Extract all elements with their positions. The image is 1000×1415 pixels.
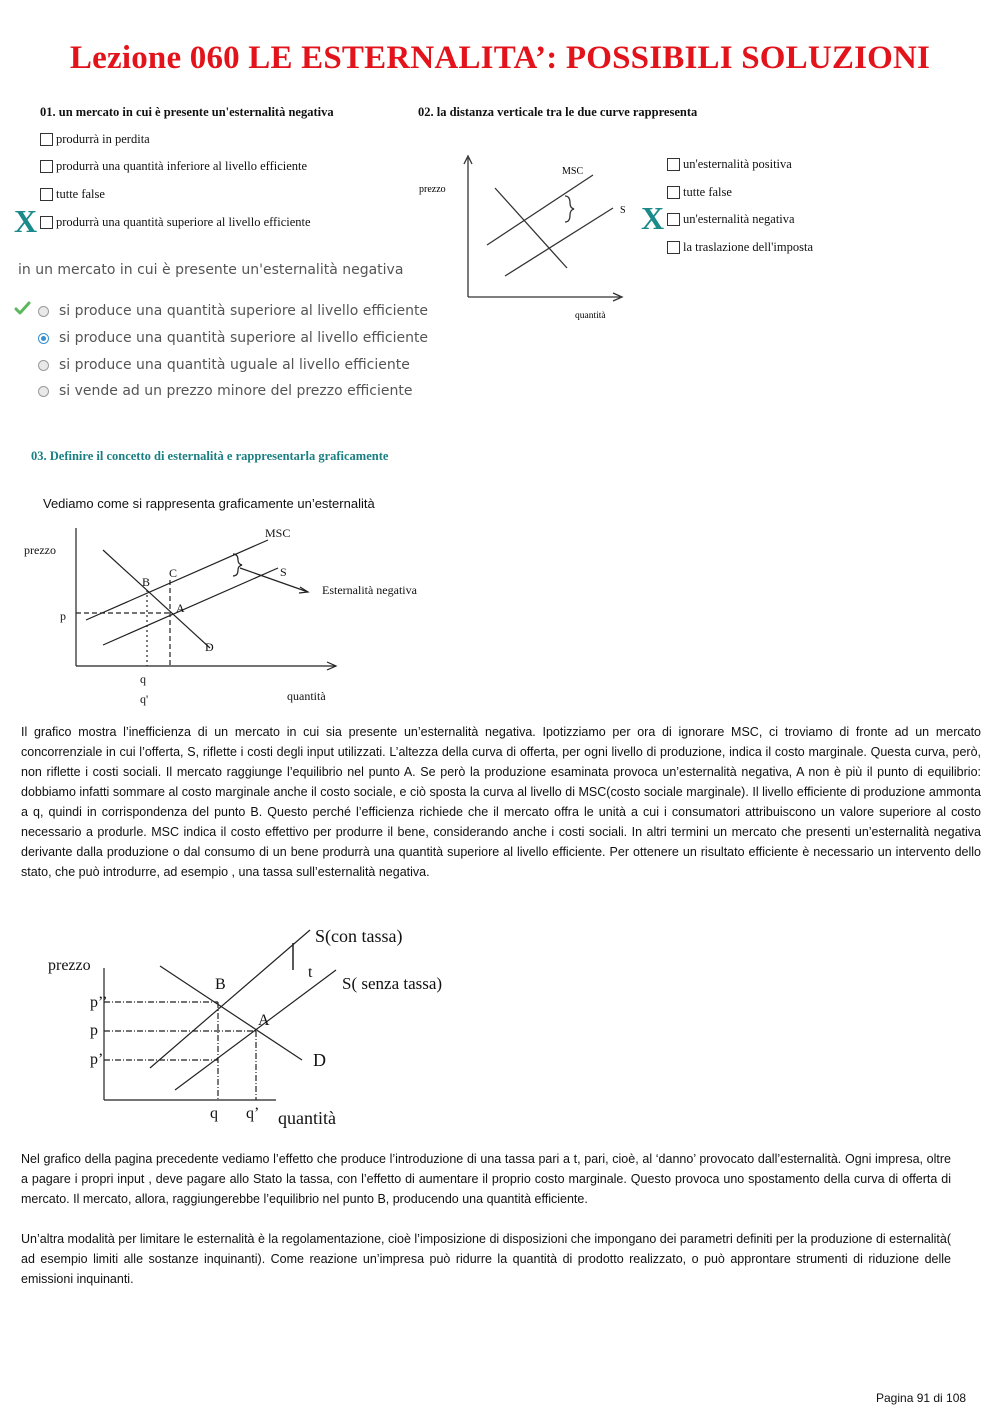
tax-point-d: D — [313, 1050, 326, 1070]
q1-option[interactable] — [40, 132, 150, 147]
tax-xlabel: quantità — [278, 1108, 336, 1128]
checkbox[interactable] — [667, 158, 680, 171]
q2-ylabel: prezzo — [419, 184, 446, 195]
paragraph-tax: Nel grafico della pagina precedente vediamo l’effetto che produce l’introduzione di una tassa pari a t, pari, cioè, al ‘danno’ provocato dall’esternalità. Ogni impresa, oltre a pagare i propri input , deve pagare allo Stato la tassa, con l’effetto di aumentare il proprio costo marginale. Questo provoca uno spostamento della curva di offerta di mercato. Il mercato, allora, raggiungerebbe l’equilibrio nel punto B, producendo una quantità efficiente. — [21, 1152, 951, 1206]
g3-point-a: A — [176, 601, 185, 615]
answer-x-mark: X — [14, 203, 38, 239]
checkbox[interactable] — [667, 241, 680, 254]
q2-option-label: tutte false — [683, 185, 732, 199]
msc-curve — [487, 175, 593, 245]
quiz-option-label: si vende ad un prezzo minore del prezzo efficiente — [59, 383, 413, 399]
tax-p2-label: p’’ — [90, 994, 108, 1011]
check-icon — [14, 301, 32, 315]
checkbox[interactable] — [667, 213, 680, 226]
g3-point-d: D — [205, 640, 214, 654]
s-curve — [103, 568, 278, 645]
g3-point-b: B — [142, 575, 151, 589]
q2-s-label: S — [620, 205, 626, 216]
q2-option-label: un'esternalità positiva — [683, 157, 792, 171]
q3-paragraph: Il grafico mostra l’inefficienza di un mercato in cui sia presente un’esternalità negativa. Ipotizziamo per ora di ignorare MSC, ci troviamo di fronte ad un mercato concorrenziale in cui l’offerta, S, riflette i costi degli input utilizzati. L’altezza della curva di offerta, per ogni livello di produzione, indica il costo marginale. Questa curva, però, non riflette i costi sociali. Il mercato raggiunge l’equilibrio nel punto A. Se però la produzione esaminata provoca un’esternalità negativa, A non è più il punto di equilibrio: dobbiamo infatti sommare al costo marginale anche il costo sociale, e ciò sposta la curva al livello di MSC(costo sociale marginale). Il livello efficiente di produzione ammonta a q, quindi in corrispondenza del punto B. Questo perché l’efficienza richiede che il mercato offra le unità a cui i consumatori attribuiscono un valore superiore al costo necessario a produrle. MSC indica il costo effettivo per produrre il bene, considerando anche i costi sociali. In altri termini un mercato che presenti un’esternalità negativa derivante dalla produzione o dal consumo di un bene produrrà una quantità superiore al livello efficiente. Per ottenere un risultato efficiente è necessario un intervento dello stato, che può introdurre, ad esempio , una tassa sull’esternalità negativa. — [21, 725, 981, 879]
q1-option[interactable] — [40, 187, 105, 202]
q2-option[interactable] — [667, 240, 813, 255]
quiz-option[interactable] — [38, 357, 410, 373]
quiz-question: in un mercato in cui è presente un'esternalità negativa — [18, 262, 404, 278]
q2-option-label: la traslazione dell'imposta — [683, 240, 813, 254]
g3-q2-label: q' — [140, 692, 149, 706]
demand-curve — [160, 966, 302, 1060]
checkbox[interactable] — [40, 133, 53, 146]
paragraph-regulation: Un’altra modalità per limitare le esternalità è la regolamentazione, cioè l’imposizione di disposizioni che impongano dei parametri definiti per la produzione di esternalità( ad esempio limiti alle sostanze inquinanti). Come reazione un’impresa può ridurre la quantità di prodotto realizzato, o può approntare strumenti di riduzione delle emissioni inquinanti. — [21, 1232, 951, 1286]
tax-q-label: q — [210, 1105, 218, 1122]
q2-option[interactable] — [667, 185, 732, 200]
checkbox[interactable] — [40, 160, 53, 173]
q2-msc-label: MSC — [562, 166, 584, 177]
g3-s-label: S — [280, 565, 287, 579]
quiz-option-label: si produce una quantità superiore al livello efficiente — [59, 303, 429, 319]
q1-heading: 01. un mercato in cui è presente un'esternalità negativa — [40, 105, 334, 119]
q2-option[interactable] — [667, 157, 792, 172]
tax-point-a: A — [258, 1012, 270, 1029]
g3-point-c: C — [169, 566, 178, 580]
page-number: Pagina 91 di 108 — [876, 1391, 967, 1405]
q3-intro: Vediamo come si rappresenta graficamente un’esternalità — [43, 496, 375, 511]
g3-q-label: q — [140, 672, 146, 686]
q3-heading: 03. Definire il concetto di esternalità e rappresentarla graficamente — [31, 449, 389, 463]
tax-ylabel: prezzo — [48, 957, 91, 974]
radio-button[interactable] — [38, 386, 49, 397]
q1-option[interactable] — [40, 215, 311, 230]
q1-option-label: produrrà una quantità inferiore al livello efficiente — [56, 159, 308, 173]
q2-option-label: un'esternalità negativa — [683, 212, 795, 226]
tax-p-label: p — [90, 1022, 98, 1039]
quiz-option-label: si produce una quantità uguale al livello efficiente — [59, 357, 410, 373]
page-title: Lezione 060 LE ESTERNALITA’: POSSIBILI SOLUZIONI — [69, 40, 931, 76]
radio-button[interactable] — [38, 360, 49, 371]
g3-ylabel: prezzo — [24, 543, 56, 557]
tax-s-notax-label: S( senza tassa) — [342, 974, 443, 993]
q2-xlabel: quantità — [575, 311, 606, 321]
brace — [233, 554, 242, 576]
quiz-option[interactable] — [38, 330, 428, 346]
q1-option-label: produrrà una quantità superiore al livello efficiente — [56, 215, 311, 229]
checkbox[interactable] — [40, 216, 53, 229]
g3-xlabel: quantità — [287, 689, 326, 703]
s-curve — [505, 208, 613, 276]
externality-graph — [18, 520, 448, 710]
checkbox[interactable] — [667, 186, 680, 199]
demand-curve — [103, 550, 210, 648]
s-tax-curve — [150, 930, 310, 1068]
radio-button[interactable] — [38, 306, 49, 317]
tax-t-label: t — [308, 964, 313, 981]
answer-x-mark: X — [641, 200, 665, 236]
tax-q1-label: q’ — [246, 1105, 260, 1122]
g3-msc-label: MSC — [265, 526, 291, 540]
quiz-option[interactable] — [38, 303, 428, 319]
q2-graph — [415, 150, 635, 325]
tax-graph — [40, 918, 480, 1133]
radio-button-selected[interactable] — [38, 333, 49, 344]
brace — [565, 196, 574, 222]
g3-p-label: p — [60, 609, 66, 623]
q1-option-label: produrrà in perdita — [56, 132, 150, 146]
q1-option[interactable] — [40, 159, 307, 174]
tax-point-b: B — [215, 976, 226, 993]
tax-p1-label: p’ — [90, 1051, 104, 1068]
q2-option[interactable] — [667, 212, 795, 227]
quiz-option-label: si produce una quantità superiore al livello efficiente — [59, 330, 429, 346]
quiz-option[interactable] — [38, 383, 412, 399]
q1-option-label: tutte false — [56, 187, 105, 201]
checkbox[interactable] — [40, 188, 53, 201]
tax-s-label: S(con tassa) — [315, 926, 403, 946]
g3-ext-label: Esternalità negativa — [322, 583, 417, 597]
q2-heading: 02. la distanza verticale tra le due curve rappresenta — [418, 105, 698, 119]
